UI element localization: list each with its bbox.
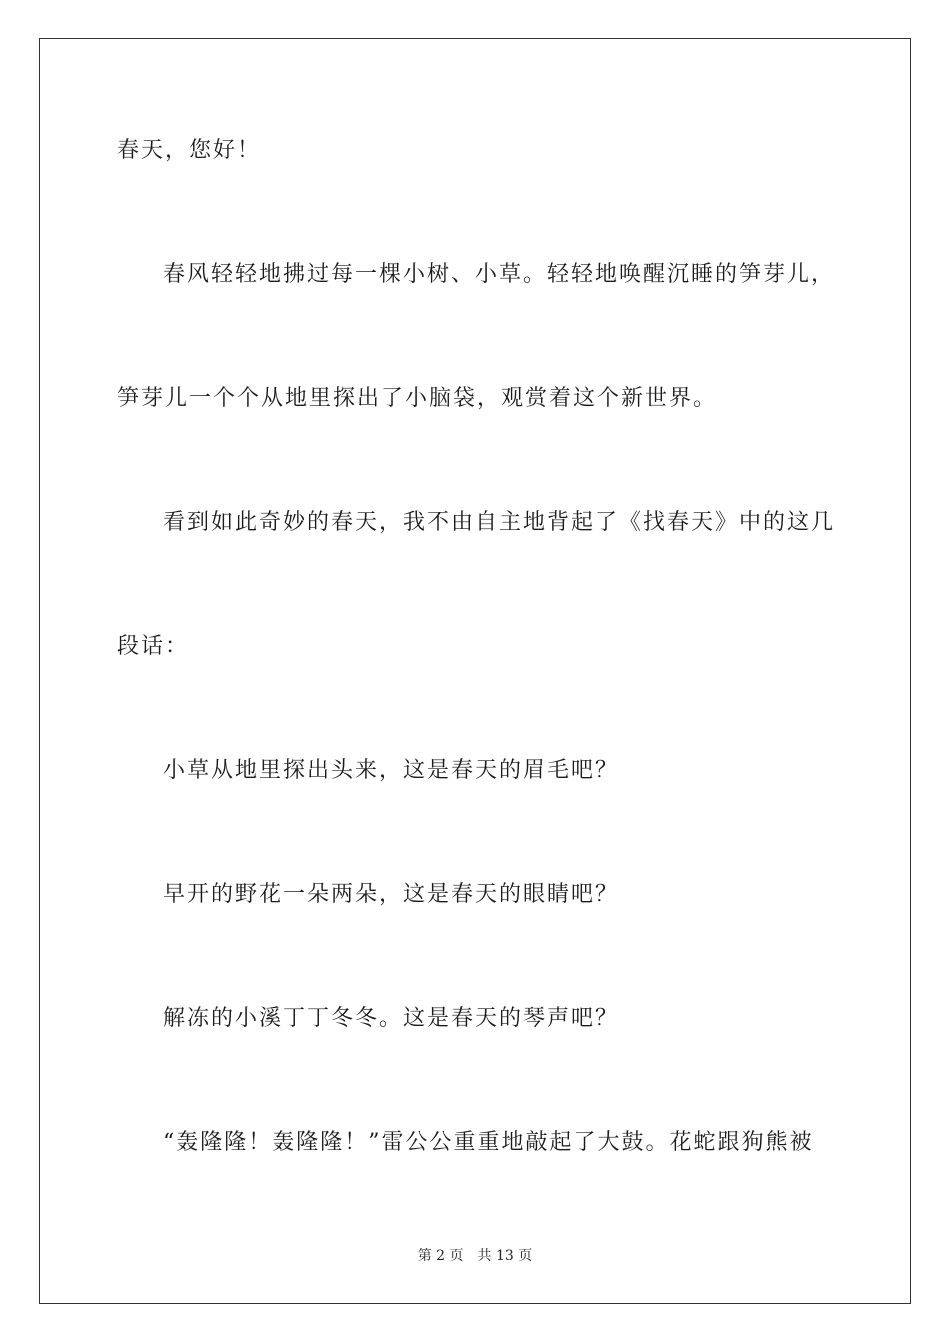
page-total: 共 13 页 (477, 1248, 533, 1264)
paragraph-line-5: 段话： (117, 634, 190, 659)
page-footer (0, 1247, 950, 1265)
paragraph-line-9: “轰隆隆！轰隆隆！”雷公公重重地敲起了大鼓。花蛇跟狗熊被 (163, 1130, 814, 1155)
paragraph-line-6: 小草从地里探出头来，这是春天的眉毛吧？ (163, 758, 620, 783)
paragraph-line-2: 春风轻轻地拂过每一棵小树、小草。轻轻地唤醒沉睡的笋芽儿， (163, 262, 836, 287)
paragraph-line-4: 看到如此奇妙的春天，我不由自主地背起了《找春天》中的这几 (163, 510, 836, 535)
paragraph-line-3: 笋芽儿一个个从地里探出了小脑袋，观赏着这个新世界。 (117, 386, 718, 411)
paragraph-line-7: 早开的野花一朵两朵，这是春天的眼睛吧？ (163, 882, 620, 907)
page-border (39, 38, 911, 1304)
page-number: 第 2 页 (417, 1248, 464, 1264)
paragraph-line-1: 春天，您好！ (117, 138, 262, 163)
paragraph-line-8: 解冻的小溪丁丁冬冬。这是春天的琴声吧？ (163, 1006, 620, 1031)
